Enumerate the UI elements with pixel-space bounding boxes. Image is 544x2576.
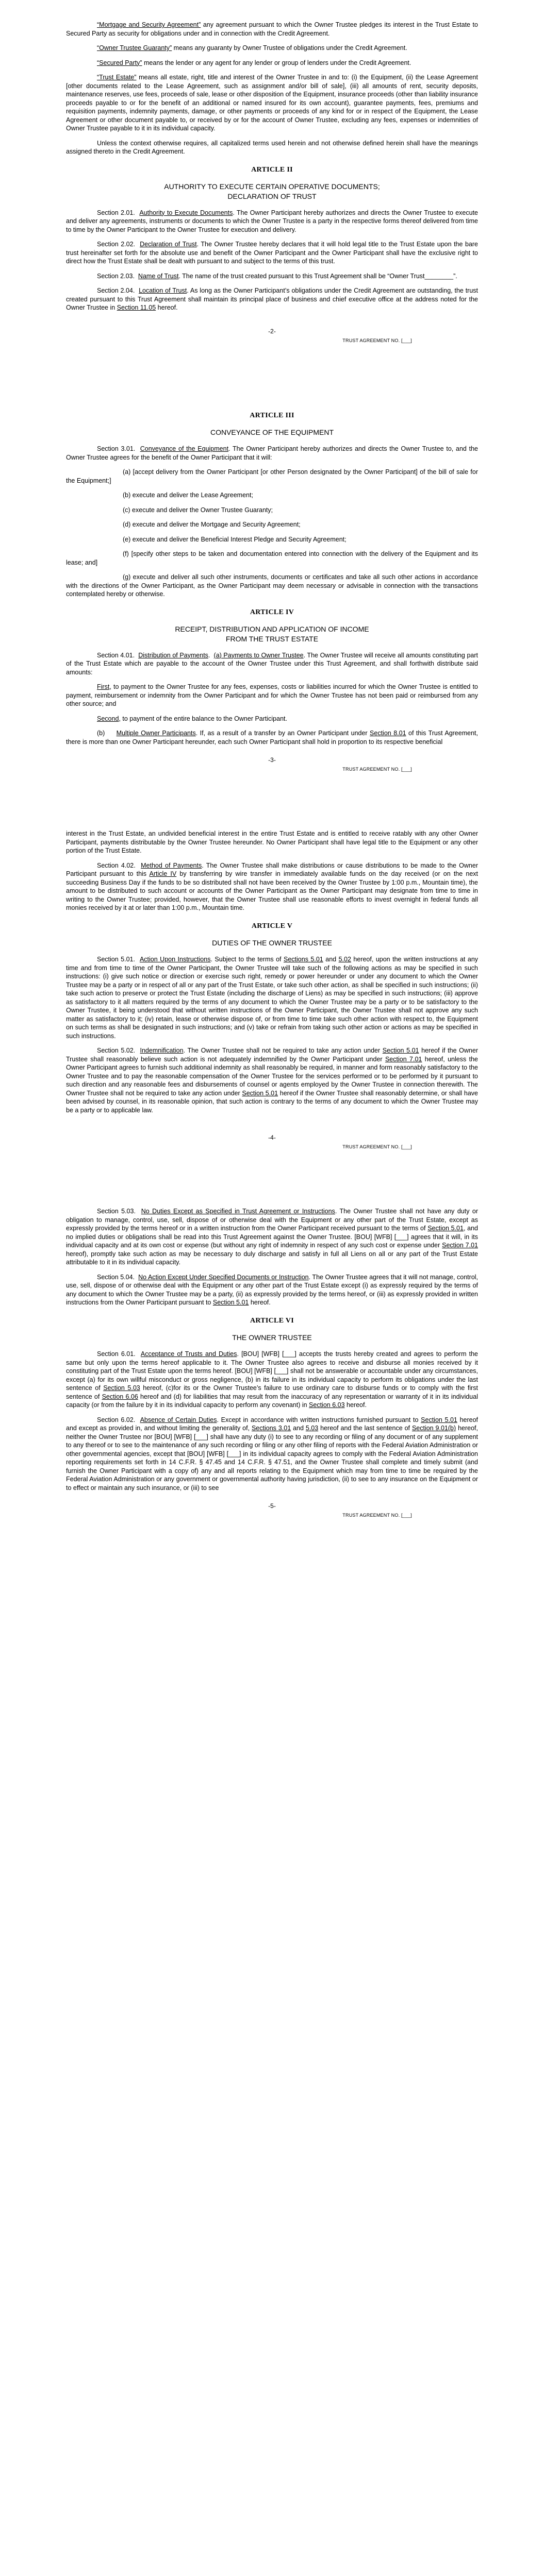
page-footer [66, 752, 478, 773]
section-6-02: Section 6.02. Absence of Certain Duties. Except in accordance with written instructions furnished pursuant to Section 5.01 hereof and except as provided in, and without limiting the generality of, Sections 3.01 and 5.03 hereof and the last sentence of Section 9.01(b) hereof, neither the Owner Trustee nor [BOU] [WFB] [___] shall have any duty (i) to see to any recording or filing of any document or of any supplement to any thereof or to see to the maintenance of any such recording or filing or any other filing of reports with the Federal Aviation Administration or other governmental agencies, except that [BOU] [WFB] [___] in its individual capacity agrees to comply with the Federal Aviation Administration reporting requirements set forth in 14 C.F.R. § 47.45 and 14 C.F.R. § 47.51, and the Owner Trustee shall complete and timely submit (and furnish the Owner Participant with a copy of) any and all reports relating to the Equipment which may from time to time be required by the Federal Aviation Administration or any government or governmental authority having jurisdiction, (ii) to see to any insurance on the Equipment or to effect or maintain any such insurance, or (iii) to see [66, 1416, 479, 1492]
list-item: (g) execute and deliver all such other instruments, documents or certificates and take all such other actions in accordance with the directions of the Owner Participant, as the Owner Participant may deem necessary or advisable in connection with the transactions contemplated hereby or otherwise. [66, 573, 478, 598]
section-5-02: Section 5.02. Indemnification. The Owner Trustee shall not be required to take any action under Section 5.01 hereof if the Owner Trustee shall reasonably believe such action is not adequately indemnified by the Owner Participant under Section 7.01 hereof, unless the Owner Participant agrees to furnish such additional indemnity as shall reasonably be required, in manner and form reasonably satisfactory to the Owner Trustee and to pay the reasonable compensation of the Owner Trustee for the services performed or to be performed by it pursuant to such direction and any reasonable fees and disbursements of counsel or agents employed by the Owner Trustee in connection therewith. The Owner Trustee shall not be required to take any action under Section 5.01 hereof if the Owner Trustee shall reasonably determine, or shall have been advised by counsel, in its reasonable opinion, that such action is contrary to the terms of any document to which the Owner Trustee may be a party or to applicable law. [66, 1047, 479, 1114]
article-v-title: DUTIES OF THE OWNER TRUSTEE [212, 939, 332, 947]
def-term: “Owner Trustee Guaranty” [97, 44, 172, 52]
section-4-01-b: (b) Multiple Owner Participants. If, as a result of a transfer by an Owner Participant under Section 8.01 of this Trust Agreement, there is more than one Owner Participant hereunder, each such Owner Participant shall hold in proportion to its respective beneficial [66, 730, 478, 745]
section-link[interactable]: 5.03 [305, 1425, 319, 1432]
first-priority: First, to payment to the Owner Trustee for any fees, expenses, costs or liabilities incurred for which the Owner Trustee is entitled to payment, reimbursement or indemnity from the Owner Participant and for which the Owner Trustee has not been paid or reimbursed from any other source; and [66, 683, 478, 708]
section-link[interactable]: Section 5.01 [427, 1225, 464, 1232]
page-4 [0, 829, 544, 1150]
article-iii-heading: ARTICLE III [250, 411, 294, 419]
section-5-04: Section 5.04. No Action Except Under Specified Documents or Instruction. The Owner Trustee agrees that it will not manage, control, use, sell, dispose of or otherwise deal with the Equipment or any other part of the Trust Estate except (i) as expressly required by the terms of any document to which the Owner Trustee may be a party, (ii) as expressly provided by the terms hereof, or (iii) as expressly provided in written instructions from the Owner Participant pursuant to Section 5.01 hereof. [66, 1273, 479, 1307]
def-secured-party: “Secured Party” means the lender or any agent for any lender or group of lenders under the Credit Agreement. [97, 59, 411, 66]
article-v-heading: ARTICLE V [251, 922, 293, 930]
section-link[interactable]: Section 7.01 [385, 1055, 422, 1063]
section-link[interactable]: Section 8.01 [370, 730, 406, 737]
article-iv-title: RECEIPT, DISTRIBUTION AND APPLICATION OF INCOME FROM THE TRUST ESTATE [175, 625, 369, 643]
trust-agreement-number: TRUST AGREEMENT NO. [___] [342, 1144, 412, 1150]
article-iv-heading: ARTICLE IV [250, 608, 294, 616]
article-ii-title: AUTHORITY TO EXECUTE CERTAIN OPERATIVE DOCUMENTS; DECLARATION OF TRUST [164, 182, 380, 200]
section-link[interactable]: 5.02 [338, 956, 351, 963]
conveyance-list [66, 468, 478, 599]
trust-agreement-number: TRUST AGREEMENT NO. [___] [342, 767, 412, 772]
second-priority: Second, to payment of the entire balance to the Owner Participant. [97, 715, 287, 722]
section-4-01-b-continued: interest in the Trust Estate, an undivided beneficial interest in the entire Trust Estate and is entitled to receive ratably with any other Owner Participant, payments distributable by the Owner Trustee hereunder. No Owner Participant shall have legal title to the Equipment or any other portion of the Trust Estate. [66, 830, 478, 855]
section-link[interactable]: Section 5.01 [382, 1047, 419, 1055]
section-link[interactable]: Section 6.06 [102, 1393, 138, 1400]
section-6-01: Section 6.01. Acceptance of Trusts and Duties. [BOU] [WFB] [___] accepts the trusts hereby created and agrees to perform the same but only upon the terms hereof applicable to it. The Owner Trustee also agrees to receive and disburse all monies received by it constituting part of the Trust Estate upon the terms hereof. [BOU] [WFB] [___] shall not be answerable or accountable under any circumstances, except (a) for its own willful misconduct or gross negligence, (b) in its failure in its individual capacity to perform its obligations under the last sentence of Section 5.03 hereof, (c)for its or the Owner Trustee’s failure to use ordinary care to disburse funds or to comply with the first sentence of Section 6.06 hereof and (d) for liabilities that may result from the inaccuracy of any representation or warranty of it in its individual capacity (or from the failure by it in its individual capacity to perform any covenant) in Section 6.03 hereof. [66, 1350, 479, 1409]
section-4-01: Section 4.01. Distribution of Payments. (a) Payments to Owner Trustee. The Owner Trustee will receive all amounts constituting part of the Trust Estate which are payable to the account of the Owner Trustee under this Trust Agreement, and shall forthwith distribute said amounts: [66, 651, 478, 676]
section-link[interactable]: Sections 3.01 [251, 1425, 291, 1432]
def-term: “Trust Estate” [97, 74, 137, 81]
trust-agreement-number: TRUST AGREEMENT NO. [___] [342, 1513, 412, 1518]
list-item: (c) execute and deliver the Owner Trustee Guaranty; [123, 506, 273, 514]
article-iii-title: CONVEYANCE OF THE EQUIPMENT [210, 428, 334, 437]
section-2-04: Section 2.04. Location of Trust. As long as the Owner Participant’s obligations under the Credit Agreement are outstanding, the trust created pursuant to this Trust Agreement shall maintain its principal place of business and chief executive office at the address noted for the Owner Trustee in Section 11.05 hereof. [66, 287, 479, 312]
article-vi-heading: ARTICLE VI [250, 1316, 294, 1325]
list-item: (d) execute and deliver the Mortgage and Security Agreement; [123, 521, 301, 529]
page-number: -3- [268, 756, 276, 764]
trust-agreement-number: TRUST AGREEMENT NO. [___] [342, 337, 412, 343]
list-item: (f) [specify other steps to be taken and documentation entered into connection with the delivery of the Equipment and its lease; and] [66, 550, 478, 566]
section-link[interactable]: Section 6.03 [309, 1401, 345, 1409]
section-4-02: Section 4.02. Method of Payments. The Owner Trustee shall make distributions or cause distributions to be made to the Owner Participant pursuant to this Article IV by transferring by wire transfer in immediately available funds on the day received (or on the next succeeding Business Day if the funds to be so distributed shall not have been received by the Owner Trustee by 1:00 p.m., Mountain time), the amount to be distributed to such account or accounts of the Owner Participant as the Owner Participant may designate from time to time in writing to the Owner Trustee; provided, however, that the Owner Trustee shall use reasonable efforts to invest overnight in federal funds all monies received by it at or later than 1:00 p.m., Mountain time. [66, 861, 478, 912]
section-link[interactable]: Section 5.01 [212, 1299, 249, 1307]
unless-clause: Unless the context otherwise requires, all capitalized terms used herein and not otherwise defined herein shall have the meanings assigned thereto in the Credit Agreement. [66, 139, 478, 155]
page-footer [66, 1498, 478, 1519]
page-5 [0, 1207, 544, 1519]
page-2 [0, 0, 544, 344]
section-link[interactable]: Sections 5.01 [284, 956, 323, 963]
page-number: -4- [268, 1134, 276, 1142]
section-5-03: Section 5.03. No Duties Except as Specified in Trust Agreement or Instructions. The Owner Trustee shall not have any duty or obligation to manage, control, use, sell, dispose of or otherwise deal with the Equipment or any other part of the Trust Estate, except as expressly provided by the terms hereof or in a written instruction from the Owner Participant received pursuant to the terms of Section 5.01, and no implied duties or obligations shall be read into this Trust Agreement against the Owner Trustee. [BOU] [WFB] [___] agrees that it will, in its individual capacity and at its own cost or expense (but without any right of indemnity in respect of any such cost or expense under Section 7.01 hereof), promptly take such action as may be necessary to duly discharge and satisfy in full all Liens on all or any part of the Trust Estate attributable to it in its individual capacity. [66, 1208, 479, 1266]
section-2-01: Section 2.01. Authority to Execute Documents. The Owner Participant hereby authorizes and directs the Owner Trustee to execute and deliver any agreements, instruments or documents to which the Owner Trustee is a party in the respective forms thereof delivered from time to time by the Owner Participant to the Owner Trustee for execution and delivery. [66, 209, 478, 233]
page-3 [0, 411, 544, 773]
section-link[interactable]: Section 5.01 [421, 1416, 457, 1423]
section-2-02: Section 2.02. Declaration of Trust. The Owner Trustee hereby declares that it will hold legal title to the Trust Estate upon the bare trust hereinafter set forth for the absolute use and benefit of the Owner Participant and the Owner Participant shall have the exclusive right to direct how the Trust Estate shall be dealt with pursuant to and subject to the terms of this trust. [66, 241, 479, 265]
page-number: -2- [268, 327, 276, 335]
article-ii-heading: ARTICLE II [251, 165, 293, 174]
section-link[interactable]: Article IV [149, 870, 177, 878]
section-link[interactable]: Section 11.05 [117, 304, 156, 312]
section-link[interactable]: Section 5.01 [242, 1089, 278, 1097]
section-5-01: Section 5.01. Action Upon Instructions. Subject to the terms of Sections 5.01 and 5.02 hereof, upon the written instructions at any time and from time to time of the Owner Participant, the Owner Trustee will take such of the following actions as may be specified in such instructions: (i) give such notice or direction or exercise such right, remedy or power hereunder or under any document to which the Owner Trustee may be a party or in respect of all or any part of the Trust Estate, or take such other action, as shall be specified in such instructions; (ii) take such action to preserve or protect the Trust Estate (including the discharge of Liens) as may be specified in such instructions; (iii) approve as satisfactory to it all matters required by the terms of any document to which the Owner Trustee may be a party or to be satisfactory to the Owner Trustee, it being understood that without written instructions of the Owner Participant, the Owner Trustee shall not approve any such matter as satisfactory to it; (iv) retain, lease or otherwise dispose of, or from time to time take such other action with respect to, the Equipment on such terms as shall be designated in such instructions; and (v) take or refrain from taking such other action or actions as may be specified in such instructions. [66, 956, 479, 1040]
page-number: -5- [268, 1502, 276, 1510]
def-trust-estate: “Trust Estate” means all estate, right, title and interest of the Owner Trustee in and to: (i) the Equipment, (ii) the Lease Agreement [other documents related to the Lease Agreement, such as assignment and/or bill of sale], (iii) all amounts of rent, security deposits, maintenance reserves, use fees, proceeds of sale, lease or other disposition of the Equipment, insurance proceeds (other than liability insurance proceeds payable to or for the benefit of an additional or named insured for its own account), guarantee payments, fees, premiums and requisition payments, indemnity payments, damage, or other payments or proceeds of any kind for or in respect of the Equipment, the Lease Agreement or other document payable to, or received by or for the account of Owner Trustee, excluding any fees, expenses or indemnities of Owner Trustee payable to it in its individual capacity. [66, 74, 478, 132]
section-link[interactable]: Section 5.03 [103, 1384, 140, 1392]
page-footer [66, 324, 478, 344]
page-footer [66, 1130, 478, 1150]
list-item: (e) execute and deliver the Beneficial Interest Pledge and Security Agreement; [123, 535, 347, 543]
section-3-01: Section 3.01. Conveyance of the Equipment. The Owner Participant hereby authorizes and directs the Owner Trustee to, and the Owner Trustee agrees for the benefit of the Owner Participant that it will: [66, 445, 479, 461]
article-vi-title: THE OWNER TRUSTEE [232, 1333, 312, 1342]
section-link[interactable]: Section 9.01(b) [411, 1425, 456, 1432]
section-2-03: Section 2.03. Name of Trust. The name of the trust created pursuant to this Trust Agreement shall be “Owner Trust________”. [97, 272, 457, 280]
def-term: “Secured Party” [97, 59, 142, 66]
def-term: “Mortgage and Security Agreement” [97, 21, 201, 28]
def-guaranty: “Owner Trustee Guaranty” means any guaranty by Owner Trustee of obligations under the Credit Agreement. [97, 44, 407, 52]
section-link[interactable]: Section 7.01 [442, 1242, 479, 1249]
list-item: (b) execute and deliver the Lease Agreement; [123, 492, 253, 499]
def-mortgage: “Mortgage and Security Agreement” any agreement pursuant to which the Owner Trustee pledges its interest in the Trust Estate to Secured Party as security for obligations under and in connection with the Credit Agreement. [66, 21, 478, 37]
list-item: (a) [accept delivery from the Owner Participant [or other Person designated by the Owner Participant] of the bill of sale for the Equipment;] [66, 468, 478, 484]
